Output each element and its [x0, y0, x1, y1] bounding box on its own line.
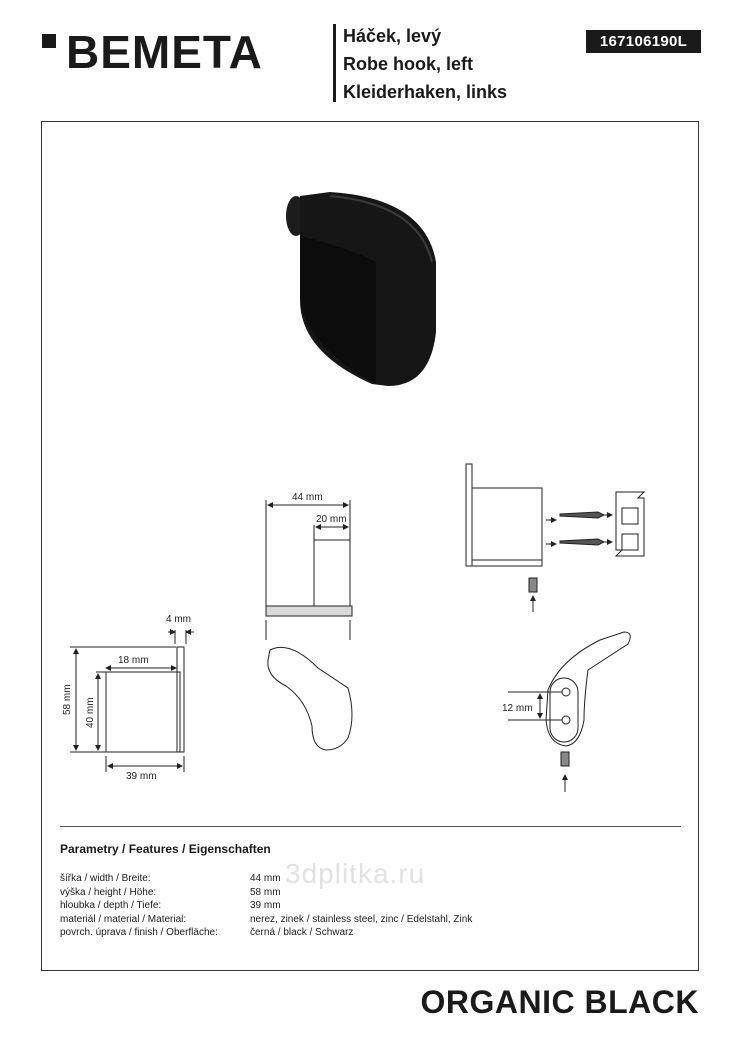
spec-label: povrch. úprava / finish / Oberfläche:: [60, 927, 218, 938]
side-view: [266, 500, 352, 750]
product-image: [286, 192, 436, 386]
watermark: 3dplitka.ru: [285, 858, 426, 889]
spec-label: materiál / material / Material:: [60, 913, 187, 925]
spec-row: [60, 913, 472, 927]
dim-58-label: 58 mm: [62, 684, 73, 715]
title-cz: Háček, levý: [343, 26, 442, 46]
title-en: Robe hook, left: [343, 54, 473, 74]
spec-value: černá / black / Schwarz: [250, 927, 354, 938]
features-divider: [60, 826, 681, 827]
spec-value: nerez, zinek / stainless steel, zinc / Edelstahl, Zink: [250, 913, 473, 925]
spec-row: [60, 872, 472, 886]
spec-value: 39 mm: [250, 900, 281, 911]
title-de: Kleiderhaken, links: [343, 82, 508, 102]
dim-18-label: 18 mm: [118, 655, 149, 666]
spec-row: [60, 926, 472, 940]
spec-table: [60, 872, 472, 940]
features-title: Parametry / Features / Eigenschaften: [60, 842, 271, 856]
spec-value: 58 mm: [250, 886, 281, 898]
dim-20-label: 20 mm: [316, 514, 347, 525]
svg-text:BEMETA: BEMETA: [66, 26, 263, 76]
spec-label: šířka / width / Breite:: [60, 873, 151, 884]
spec-row: [60, 899, 472, 913]
spec-row: [60, 886, 472, 900]
dim-40-label: 40 mm: [85, 697, 96, 728]
dim-12-label: 12 mm: [502, 703, 533, 714]
spec-label: hloubka / depth / Tiefe:: [60, 900, 162, 911]
spec-value: 44 mm: [250, 873, 281, 884]
collection-name: ORGANIC BLACK: [420, 984, 699, 1020]
product-code: 167106190L: [586, 30, 701, 53]
dim-39-label: 39 mm: [126, 771, 157, 782]
spec-label: výška / height / Höhe:: [60, 886, 157, 898]
dim-4-label: 4 mm: [166, 614, 191, 625]
mounting-diagram: [466, 464, 644, 612]
dim-44-label: 44 mm: [292, 492, 323, 503]
